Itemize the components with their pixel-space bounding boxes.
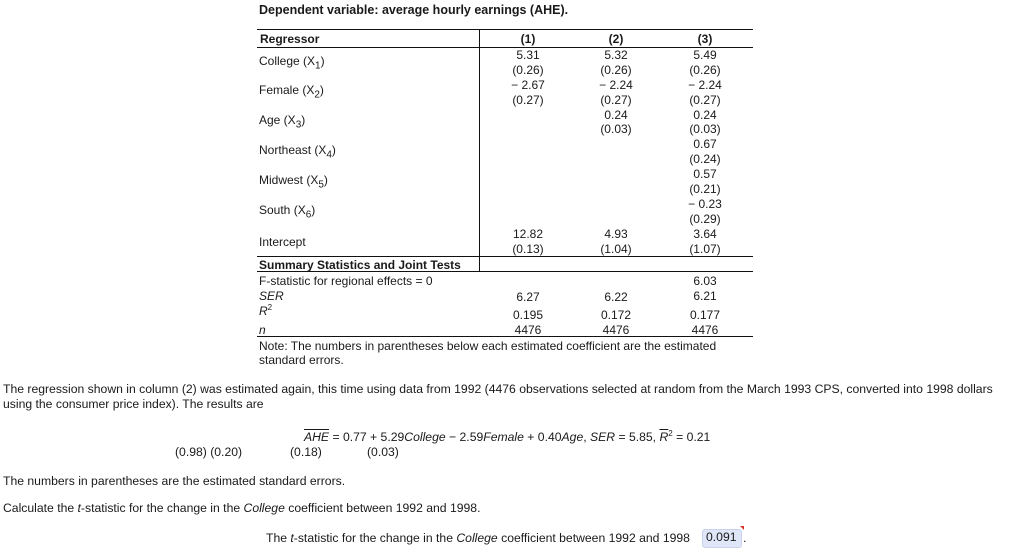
fstat-c3: 6.03 xyxy=(693,274,717,288)
header-col3: (3) xyxy=(697,32,713,46)
cell-intercept-c3: 3.64 xyxy=(693,227,717,241)
cell-intercept-c2-se: (1.04) xyxy=(600,242,632,256)
row-label-midwest: Midwest $(X_5)$ xyxy=(259,173,328,191)
row-label-northeast: Northeast $(X_4)$ xyxy=(259,143,336,161)
table-note-line2: standard errors. xyxy=(259,353,344,367)
cell-midwest-c3-se: (0.21) xyxy=(689,182,721,196)
cell-intercept-c1: 12.82 xyxy=(512,227,544,241)
row-label-female: Female $(X_2)$ xyxy=(259,83,324,101)
cell-age-c3-se: (0.03) xyxy=(689,122,721,136)
cell-south-c3-se: (0.29) xyxy=(689,212,721,226)
cell-northeast-c3-se: (0.24) xyxy=(689,152,721,166)
row-label-south: South $(X_6)$ xyxy=(259,203,316,221)
cell-midwest-c3: 0.57 xyxy=(693,167,717,181)
cell-college-c1: 5.31 xyxy=(516,48,540,62)
r2-c3: 0.177 xyxy=(689,308,721,322)
se-mid: (0.18) xyxy=(290,445,322,459)
cell-female-c1: − 2.67 xyxy=(511,78,545,92)
header-regressor: Regressor xyxy=(260,32,320,46)
header-col1: (1) xyxy=(520,32,536,46)
n-c2: 4476 xyxy=(602,323,630,337)
cell-female-c2-se: (0.27) xyxy=(600,93,632,107)
header-col2: (2) xyxy=(608,32,624,46)
r2-c1: 0.195 xyxy=(512,308,544,322)
ser-c3: 6.21 xyxy=(693,289,717,303)
cell-female-c3: − 2.24 xyxy=(688,78,722,92)
n-c1: 4476 xyxy=(514,323,542,337)
cell-college-c3-se: (0.26) xyxy=(689,63,721,77)
cell-college-c3: 5.49 xyxy=(693,48,717,62)
answer-period: . xyxy=(743,531,747,545)
cell-age-c2: 0.24 xyxy=(604,108,628,122)
column-divider xyxy=(479,29,480,272)
fstat-label: F-statistic for regional effects = 0 xyxy=(259,274,433,288)
intercept-rule xyxy=(257,256,753,257)
cell-female-c3-se: (0.27) xyxy=(689,93,721,107)
question-para1-line2: using the consumer price index). The results are xyxy=(3,397,264,411)
se-left: (0.98) (0.20) xyxy=(175,445,243,459)
cell-college-c2-se: (0.26) xyxy=(600,63,632,77)
n-label: n xyxy=(259,323,266,337)
incorrect-flag-icon xyxy=(740,526,744,530)
regression-equation: $\overline{AHE} = 0.77$ + 5.29College − 2.59Female + 0.40Age, SER = 5.85, $\overline{R}^2 = 0.21$ xyxy=(304,429,711,445)
n-c3: 4476 xyxy=(691,323,719,337)
ser-label: SER xyxy=(259,289,284,303)
se-right: (0.03) xyxy=(367,445,399,459)
cell-female-c1-se: (0.27) xyxy=(512,93,544,107)
cell-age-c3: 0.24 xyxy=(693,108,717,122)
answer-prompt: The t-statistic for the change in the College coefficient between 1992 and 1998 xyxy=(266,531,690,545)
cell-south-c3: − 0.23 xyxy=(688,197,722,211)
cell-female-c2: − 2.24 xyxy=(599,78,633,92)
cell-intercept-c3-se: (1.07) xyxy=(689,242,721,256)
r2-label: $R^2$ xyxy=(259,303,273,318)
question-para2: The numbers in parentheses are the estimated standard errors. xyxy=(3,474,346,488)
question-para1-line1: The regression shown in column (2) was estimated again, this time using data from 1992 (4476 observations selected at random from the March 1993 CPS, converted into 1998 dollars xyxy=(3,382,993,396)
table-note-line1: Note: The numbers in parentheses below each estimated coefficient are the estimated xyxy=(259,339,717,353)
answer-value: 0.091 xyxy=(706,530,737,544)
ser-c1: 6.27 xyxy=(516,290,540,304)
cell-intercept-c1-se: (0.13) xyxy=(512,242,544,256)
table-top-rule xyxy=(257,29,753,30)
row-label-college: College $(X_1)$ xyxy=(259,54,325,72)
cell-intercept-c2: 4.93 xyxy=(604,227,628,241)
r2-c2: 0.172 xyxy=(600,308,632,322)
cell-college-c1-se: (0.26) xyxy=(512,63,544,77)
ser-c2: 6.22 xyxy=(604,290,628,304)
row-label-intercept: Intercept xyxy=(259,235,306,249)
table-title: Dependent variable: average hourly earnings (AHE). xyxy=(259,3,569,17)
summary-header: Summary Statistics and Joint Tests xyxy=(259,258,461,272)
question-para3: Calculate the t-statistic for the change in the College coefficient between 1992 and 1998. xyxy=(3,501,481,515)
row-label-age: Age $(X_3)$ xyxy=(259,113,306,131)
cell-northeast-c3: 0.67 xyxy=(693,137,717,151)
cell-college-c2: 5.32 xyxy=(604,48,628,62)
cell-age-c2-se: (0.03) xyxy=(600,122,632,136)
